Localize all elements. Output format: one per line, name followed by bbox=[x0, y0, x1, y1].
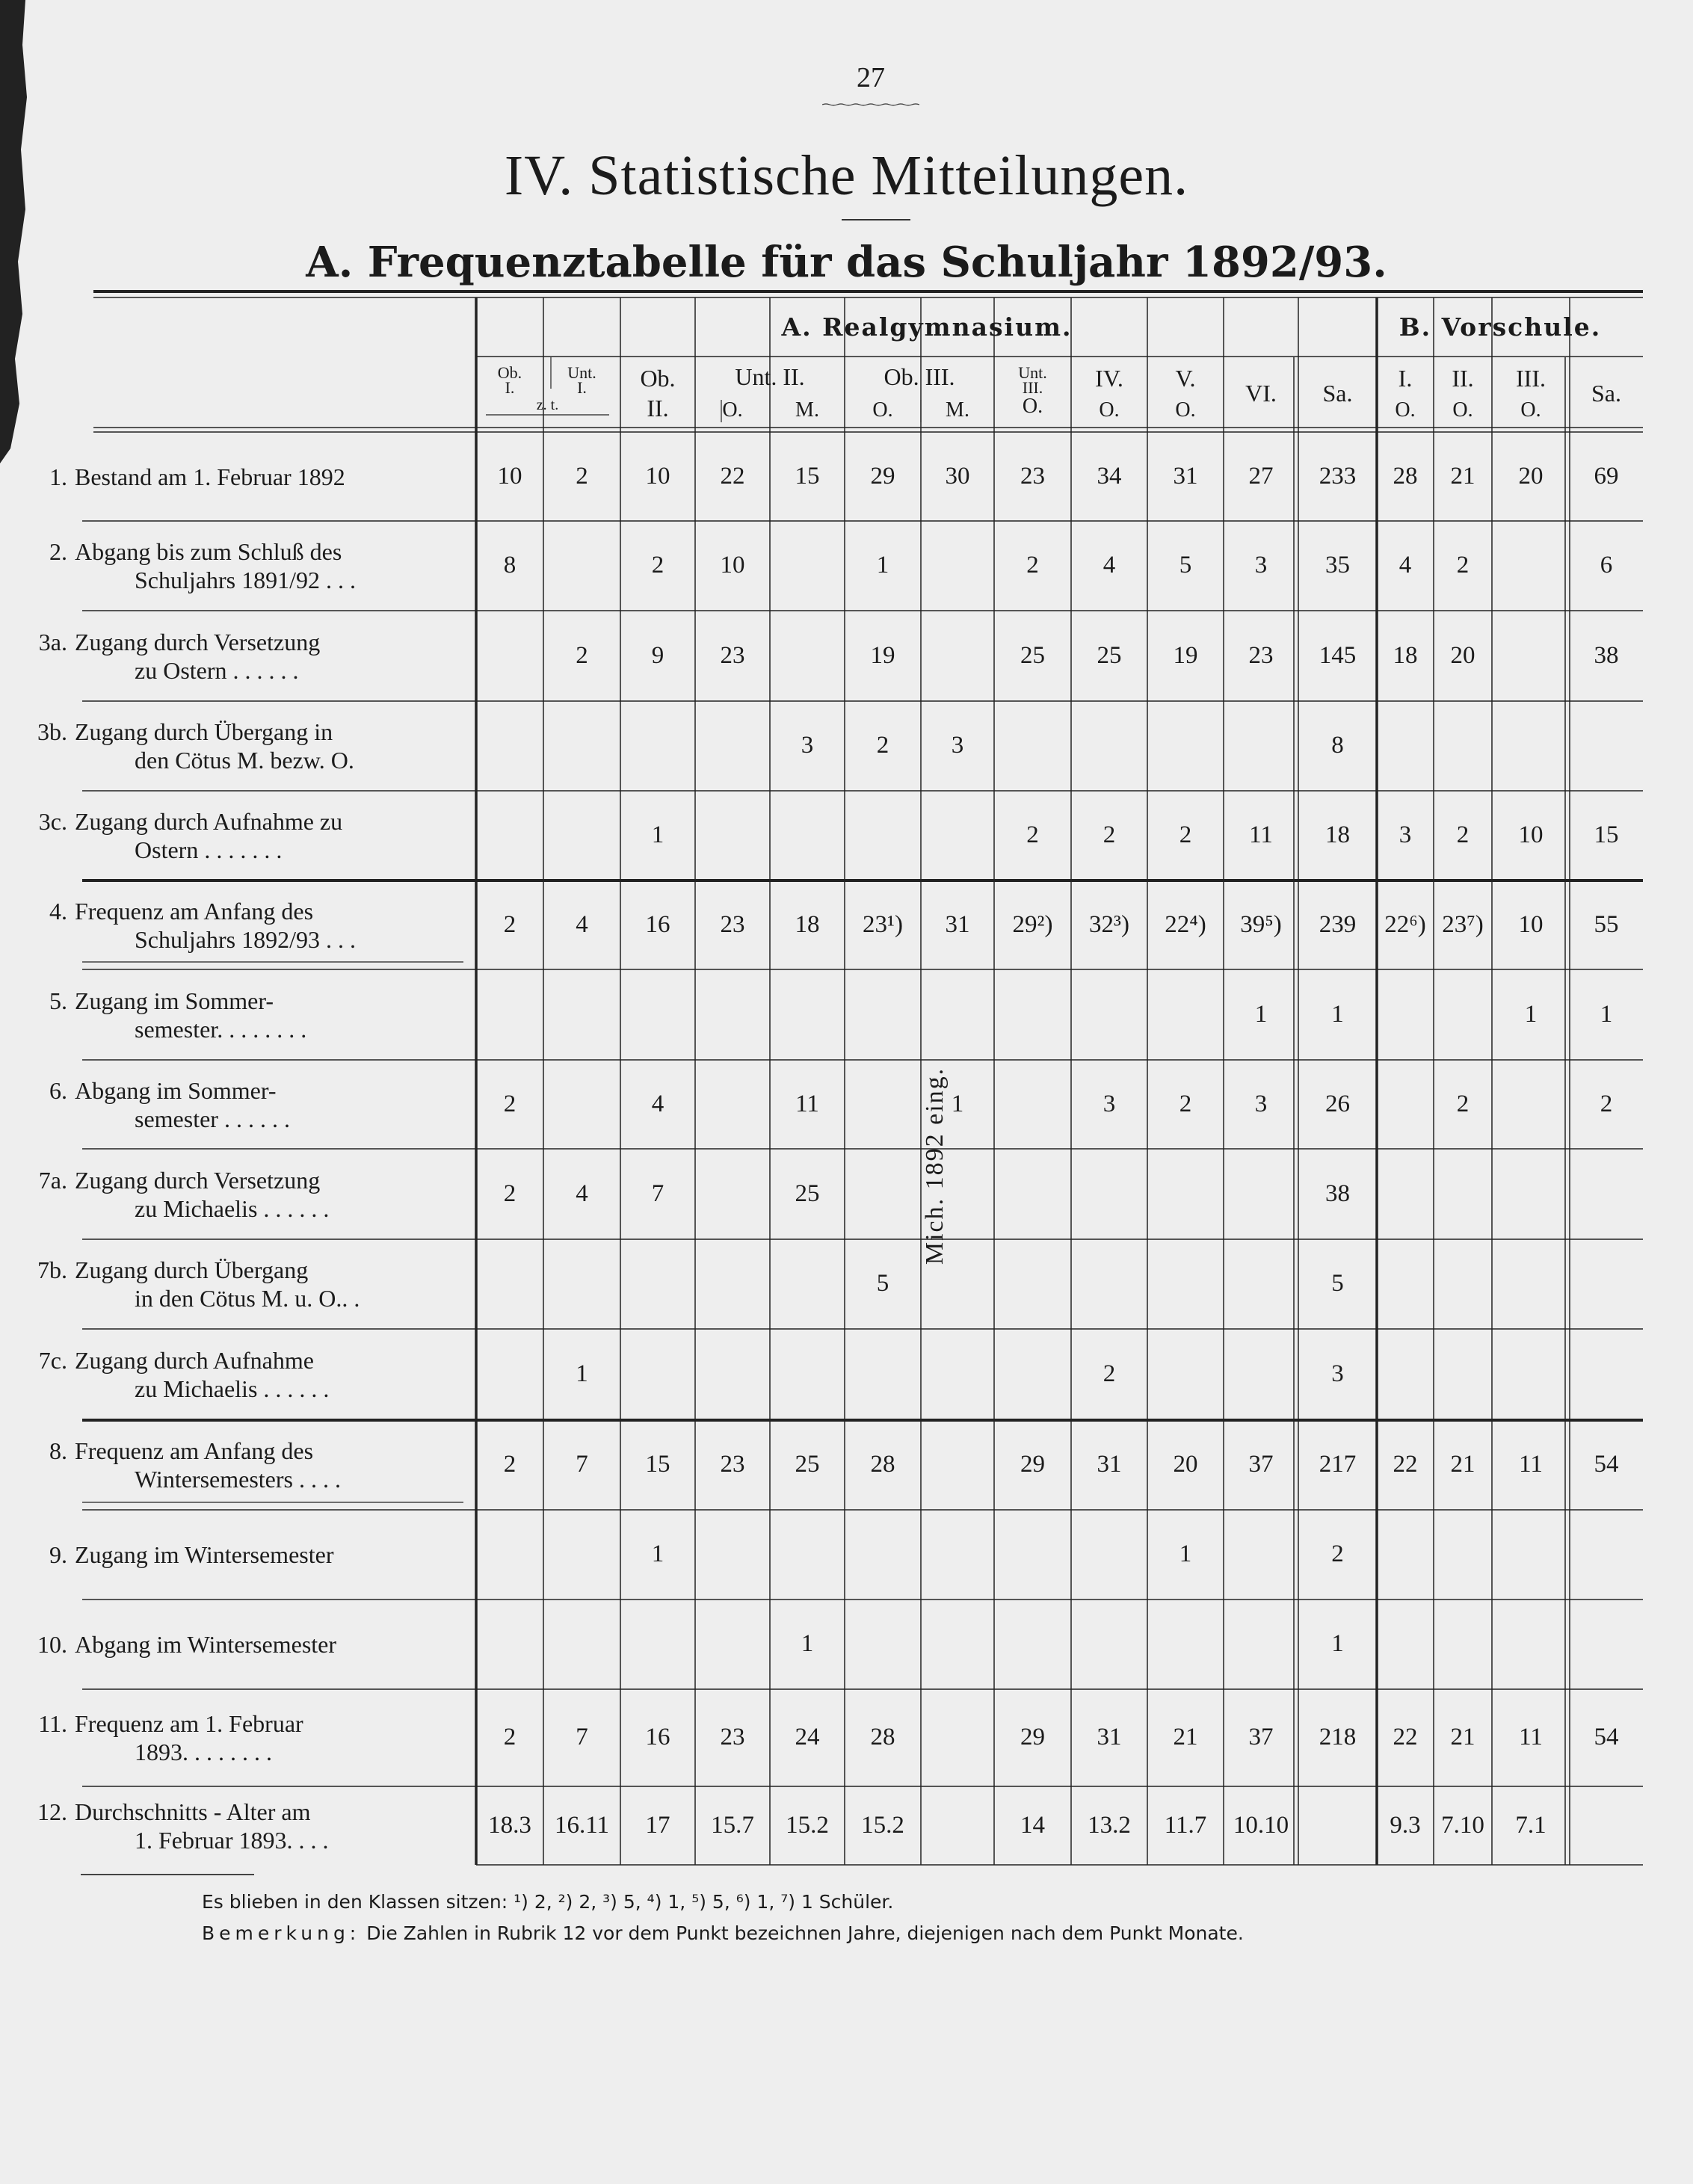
table-cell: 4 bbox=[1399, 552, 1412, 579]
row-label-line: Schuljahrs 1891/92 . . . bbox=[135, 567, 356, 593]
table-cell: 24 bbox=[795, 1724, 820, 1750]
table-cell: 35 bbox=[1325, 552, 1350, 579]
table-cell: 10 bbox=[497, 462, 522, 490]
table-cell: 3 bbox=[1331, 1360, 1344, 1387]
table-cell: 30 bbox=[945, 462, 970, 490]
span-header-zt: z. t. bbox=[536, 397, 559, 413]
row-label-line: Frequenz am 1. Februar bbox=[75, 1710, 303, 1737]
row-number: 4. bbox=[49, 897, 67, 925]
table-cell: 5 bbox=[876, 1270, 889, 1297]
table-cell: 23 bbox=[720, 910, 745, 938]
table-cell: 4 bbox=[576, 1179, 588, 1207]
table-cell: 11 bbox=[1519, 1724, 1543, 1750]
column-header-mid: I. bbox=[505, 378, 515, 397]
table-cell: 37 bbox=[1248, 1451, 1274, 1478]
row-label-line: Zugang durch Übergang in bbox=[75, 718, 333, 745]
row-label-line: Zugang durch Übergang bbox=[75, 1256, 309, 1283]
column-header-top: Sa. bbox=[1322, 380, 1353, 407]
table-cell: 23 bbox=[720, 1724, 745, 1750]
table-cell: 54 bbox=[1594, 1451, 1619, 1478]
table-cell: 1 bbox=[876, 552, 889, 579]
table-cell: 11 bbox=[1519, 1451, 1543, 1478]
table-cell: 16 bbox=[645, 1724, 670, 1750]
table-cell: 13.2 bbox=[1088, 1811, 1131, 1839]
table-cell: 2 bbox=[1456, 1090, 1470, 1117]
row-label-line: Frequenz am Anfang des bbox=[75, 897, 314, 925]
row-number: 3b. bbox=[37, 718, 67, 745]
table-cell: 21 bbox=[1450, 1724, 1475, 1750]
table-cell: 19 bbox=[870, 641, 895, 669]
table-cell: 38 bbox=[1325, 1179, 1350, 1207]
table-cell: 3 bbox=[1399, 821, 1412, 848]
column-header-top: Ob. bbox=[640, 365, 676, 392]
table-cell: 218 bbox=[1319, 1724, 1357, 1750]
column-header-bot: O. bbox=[1175, 398, 1196, 422]
row-label bbox=[37, 1798, 456, 1854]
table-cell: 4 bbox=[1103, 552, 1116, 579]
table-cell: 23 bbox=[720, 641, 745, 669]
row-number: 3c. bbox=[38, 808, 67, 835]
column-header-bot: M. bbox=[946, 398, 969, 422]
row-label-line: Frequenz am Anfang des bbox=[75, 1437, 314, 1464]
span-header-unt2: Unt. II. bbox=[735, 363, 805, 390]
row-label-line: Zugang im Sommer- bbox=[75, 987, 274, 1014]
column-header-mid: III. bbox=[1022, 378, 1043, 397]
table-cell: 38 bbox=[1594, 641, 1619, 669]
table-cell: 15.2 bbox=[861, 1811, 904, 1839]
table-cell: 55 bbox=[1594, 910, 1619, 938]
table-cell: 16.11 bbox=[554, 1811, 610, 1839]
table-cell: 15.7 bbox=[711, 1811, 754, 1839]
row-label bbox=[49, 897, 456, 954]
table-cell: 29 bbox=[1020, 1724, 1045, 1750]
table-cell: 2 bbox=[503, 1451, 516, 1478]
table-cell: 2 bbox=[576, 641, 588, 669]
table-cell: 18 bbox=[1393, 641, 1418, 669]
column-header-mid: II. bbox=[647, 395, 669, 422]
row-label bbox=[49, 987, 456, 1043]
table-cell: 14 bbox=[1020, 1811, 1045, 1839]
row-number: 1. bbox=[49, 463, 67, 490]
table-cell: 1 bbox=[1331, 1630, 1344, 1657]
column-header-bot: O. bbox=[1395, 398, 1416, 422]
table-cell: 22 bbox=[720, 462, 745, 490]
row-label-line: 1. Februar 1893. . . . bbox=[135, 1826, 329, 1854]
table-cell: 15 bbox=[795, 462, 820, 490]
row-label-line: Zugang durch Versetzung bbox=[75, 1166, 321, 1194]
table-cell: 10 bbox=[1518, 821, 1544, 848]
row-label bbox=[38, 1166, 456, 1223]
row-label bbox=[37, 1630, 456, 1659]
table-cell: 31 bbox=[1097, 1451, 1122, 1478]
table-cell: 2 bbox=[503, 1724, 516, 1750]
table-cell: 2 bbox=[503, 910, 516, 938]
row-number: 10. bbox=[37, 1631, 67, 1658]
table-cell: 37 bbox=[1248, 1724, 1274, 1750]
row-label-line: in den Cötus M. u. O.. . bbox=[135, 1285, 360, 1312]
table-cell: 16 bbox=[645, 910, 670, 938]
table-cell: 1 bbox=[651, 1540, 664, 1567]
table-cell: 145 bbox=[1319, 641, 1357, 669]
table-cell: 4 bbox=[651, 1090, 664, 1117]
table-cell: 29 bbox=[1020, 1451, 1045, 1478]
table-cell: 10 bbox=[645, 462, 670, 490]
row-label bbox=[38, 628, 456, 685]
table-cell: 1 bbox=[576, 1360, 588, 1387]
table-cell: 31 bbox=[1173, 462, 1198, 490]
row-label bbox=[37, 718, 456, 774]
table-cell: 1 bbox=[651, 821, 664, 848]
table-cell: 29²) bbox=[1012, 910, 1053, 938]
row-label bbox=[37, 1256, 456, 1312]
row-number: 8. bbox=[49, 1437, 67, 1464]
row-label bbox=[49, 1540, 456, 1569]
table-cell: 7 bbox=[651, 1179, 664, 1207]
row-label-line: Schuljahrs 1892/93 . . . bbox=[135, 925, 356, 953]
table-cell: 20 bbox=[1450, 641, 1475, 669]
table-cell: 22 bbox=[1393, 1724, 1418, 1750]
table-cell: 2 bbox=[651, 552, 664, 579]
table-cell: 2 bbox=[1456, 552, 1470, 579]
row-label-line: Zugang im Wintersemester bbox=[75, 1541, 334, 1568]
row-number: 12. bbox=[37, 1798, 67, 1825]
column-header-top: I. bbox=[1398, 365, 1413, 392]
table-cell: 1 bbox=[801, 1630, 814, 1657]
table-cell: 2 bbox=[503, 1090, 516, 1117]
table-cell: 7 bbox=[576, 1451, 588, 1478]
row-label-line: Abgang im Sommer- bbox=[75, 1076, 277, 1104]
column-header-bot: O. bbox=[722, 398, 743, 422]
row-number: 11. bbox=[38, 1710, 67, 1737]
vertical-note: Mich. 1892 eing. bbox=[921, 1067, 949, 1265]
table-cell: 9.3 bbox=[1390, 1811, 1421, 1839]
table-cell: 15 bbox=[645, 1451, 670, 1478]
table-cell: 2 bbox=[1179, 821, 1192, 848]
table-cell: 23¹) bbox=[863, 910, 903, 938]
table-cell: 25 bbox=[795, 1451, 820, 1478]
table-cell: 28 bbox=[870, 1451, 895, 1478]
remark-label: Bemerkung: bbox=[202, 1922, 361, 1944]
table-cell: 2 bbox=[1103, 821, 1116, 848]
row-label-line: 1893. . . . . . . . bbox=[135, 1739, 272, 1765]
table-cell: 3 bbox=[1254, 1090, 1268, 1117]
table-cell: 19 bbox=[1173, 641, 1198, 669]
row-label bbox=[49, 537, 456, 594]
table-cell: 25 bbox=[1020, 641, 1045, 669]
column-header-bot: O. bbox=[1022, 395, 1043, 418]
table-cell: 21 bbox=[1450, 462, 1475, 490]
column-header-top: II. bbox=[1452, 365, 1474, 392]
table-cell: 29 bbox=[870, 462, 895, 490]
table-cell: 10 bbox=[720, 552, 745, 579]
table-cell: 8 bbox=[1331, 732, 1344, 759]
table-cell: 4 bbox=[576, 910, 588, 938]
row-label-line: semester . . . . . . bbox=[135, 1105, 290, 1132]
row-label bbox=[49, 1076, 456, 1133]
table-cell: 25 bbox=[1097, 641, 1122, 669]
remark bbox=[202, 1922, 1244, 1944]
table-cell: 11 bbox=[795, 1090, 819, 1117]
table-cell: 26 bbox=[1325, 1090, 1350, 1117]
table-cell: 7 bbox=[576, 1724, 588, 1750]
table-cell: 18 bbox=[1325, 821, 1350, 848]
table-cell: 6 bbox=[1600, 552, 1613, 579]
table-cell: 54 bbox=[1594, 1724, 1619, 1750]
table-cell: 69 bbox=[1594, 462, 1619, 490]
table-cell: 21 bbox=[1173, 1724, 1198, 1750]
row-label bbox=[38, 807, 456, 864]
table-cell: 9 bbox=[651, 641, 664, 669]
row-label-line: Wintersemesters . . . . bbox=[135, 1466, 341, 1493]
table-cell: 1 bbox=[1524, 1000, 1538, 1028]
table-cell: 1 bbox=[1254, 1000, 1268, 1028]
table-cell: 28 bbox=[1393, 462, 1418, 490]
row-label-line: Ostern . . . . . . . bbox=[135, 836, 283, 863]
table-cell: 3 bbox=[951, 732, 964, 759]
table-cell: 7.10 bbox=[1441, 1811, 1484, 1839]
row-label-line: zu Michaelis . . . . . . bbox=[135, 1375, 330, 1402]
table-cell: 2 bbox=[1103, 1360, 1116, 1387]
table-cell: 1 bbox=[1331, 1000, 1344, 1028]
table-cell: 31 bbox=[1097, 1724, 1122, 1750]
row-label-line: Abgang bis zum Schluß des bbox=[75, 538, 342, 565]
table-cell: 1 bbox=[951, 1090, 964, 1117]
table-cell: 22 bbox=[1393, 1451, 1418, 1478]
column-header-bot: O. bbox=[1452, 398, 1473, 422]
column-header-top: Sa. bbox=[1591, 380, 1621, 407]
row-number: 5. bbox=[49, 987, 67, 1014]
table-cell: 8 bbox=[503, 552, 516, 579]
table-cell: 11.7 bbox=[1164, 1811, 1207, 1839]
table-cell: 23⁷) bbox=[1442, 910, 1484, 938]
row-label-line: Zugang durch Aufnahme bbox=[75, 1347, 314, 1374]
table-cell: 20 bbox=[1518, 462, 1544, 490]
row-label-line: Bestand am 1. Februar 1892 bbox=[75, 463, 345, 490]
row-label-line: semester. . . . . . . . bbox=[135, 1015, 307, 1043]
row-label-line: zu Ostern . . . . . . bbox=[135, 656, 299, 684]
column-header-top: Unt. bbox=[1018, 363, 1047, 382]
page-title: IV. Statistische Mitteilungen. bbox=[504, 144, 1189, 207]
table-cell: 11 bbox=[1249, 821, 1273, 848]
table-cell: 39⁵) bbox=[1240, 910, 1282, 938]
table-cell: 217 bbox=[1319, 1451, 1357, 1478]
row-label-line: Zugang durch Aufnahme zu bbox=[75, 808, 343, 835]
row-label-line: Zugang durch Versetzung bbox=[75, 628, 321, 655]
row-label-line: Abgang im Wintersemester bbox=[75, 1631, 337, 1658]
table-cell: 20 bbox=[1173, 1451, 1198, 1478]
table-cell: 10 bbox=[1518, 910, 1544, 938]
table-cell: 239 bbox=[1319, 910, 1357, 938]
table-cell: 21 bbox=[1450, 1451, 1475, 1478]
column-header-top: Ob. bbox=[497, 363, 522, 382]
table-cell: 22⁴) bbox=[1165, 910, 1206, 938]
column-header-top: Unt. bbox=[567, 363, 596, 382]
column-header-top: IV. bbox=[1095, 365, 1123, 392]
table-cell: 18.3 bbox=[488, 1811, 531, 1839]
table-cell: 2 bbox=[503, 1179, 516, 1207]
row-number: 7a. bbox=[38, 1166, 67, 1194]
table-cell: 3 bbox=[1254, 552, 1268, 579]
row-number: 2. bbox=[49, 538, 67, 565]
table-cell: 15 bbox=[1594, 821, 1619, 848]
row-number: 6. bbox=[49, 1076, 67, 1104]
table-cell: 1 bbox=[1179, 1540, 1192, 1567]
row-number: 9. bbox=[49, 1541, 67, 1568]
remark-text: Die Zahlen in Rubrik 12 vor dem Punkt bezeichnen Jahre, diejenigen nach dem Punkt Monate. bbox=[366, 1922, 1244, 1944]
column-header-bot: O. bbox=[872, 398, 893, 422]
table-cell: 25 bbox=[795, 1179, 820, 1207]
footnote-divider bbox=[81, 1874, 254, 1875]
table-cell: 23 bbox=[1020, 462, 1045, 490]
page-number: 27 bbox=[857, 62, 885, 93]
group-header-vorschule: B. Vorschule. bbox=[1399, 312, 1602, 342]
row-label-line: Durchschnitts - Alter am bbox=[75, 1798, 311, 1825]
table-cell: 2 bbox=[1026, 821, 1039, 848]
table-cell: 7.1 bbox=[1515, 1811, 1546, 1839]
table-cell: 1 bbox=[1600, 1000, 1613, 1028]
row-label bbox=[49, 1437, 456, 1493]
table-cell: 2 bbox=[1600, 1090, 1613, 1117]
column-header-mid: I. bbox=[577, 378, 587, 397]
row-label-line: zu Michaelis . . . . . . bbox=[135, 1194, 330, 1222]
table-cell: 23 bbox=[720, 1451, 745, 1478]
table-cell: 32³) bbox=[1089, 910, 1129, 938]
table-cell: 22⁶) bbox=[1384, 910, 1426, 938]
table-cell: 31 bbox=[945, 910, 970, 938]
column-header-bot: O. bbox=[1520, 398, 1541, 422]
column-header-top: VI. bbox=[1245, 380, 1277, 407]
row-number: 3a. bbox=[38, 628, 67, 655]
table-cell: 2 bbox=[1331, 1540, 1344, 1567]
table-cell: 10.10 bbox=[1233, 1811, 1289, 1839]
table-cell: 34 bbox=[1097, 462, 1122, 490]
footnote: Es blieben in den Klassen sitzen: ¹) 2, ²) 2, ³) 5, ⁴) 1, ⁵) 5, ⁶) 1, ⁷) 1 Schüler. bbox=[202, 1891, 894, 1913]
span-header-ob3: Ob. III. bbox=[883, 363, 955, 390]
row-label bbox=[38, 1709, 456, 1766]
table-cell: 28 bbox=[870, 1724, 895, 1750]
table-cell: 2 bbox=[1026, 552, 1039, 579]
row-number: 7b. bbox=[37, 1256, 67, 1283]
column-header-bot: M. bbox=[795, 398, 819, 422]
table-cell: 233 bbox=[1319, 462, 1357, 490]
row-number: 7c. bbox=[38, 1347, 67, 1374]
table-cell: 2 bbox=[1179, 1090, 1192, 1117]
column-header-top: III. bbox=[1516, 365, 1546, 392]
table-cell: 2 bbox=[576, 462, 588, 490]
row-label bbox=[38, 1346, 456, 1403]
table-cell: 2 bbox=[876, 732, 889, 759]
table-cell: 5 bbox=[1331, 1270, 1344, 1297]
table-cell: 23 bbox=[1248, 641, 1274, 669]
group-header-realgymnasium: A. Realgymnasium. bbox=[781, 312, 1073, 342]
table-cell: 3 bbox=[801, 732, 814, 759]
row-label-line: den Cötus M. bezw. O. bbox=[135, 747, 354, 774]
column-header-top: V. bbox=[1175, 365, 1196, 392]
table-cell: 2 bbox=[1456, 821, 1470, 848]
column-header-bot: O. bbox=[1099, 398, 1120, 422]
table-title: A. Frequenztabelle für das Schuljahr 1892/93. bbox=[306, 238, 1387, 287]
table-cell: 27 bbox=[1248, 462, 1274, 490]
table-cell: 5 bbox=[1179, 552, 1192, 579]
table-cell: 3 bbox=[1103, 1090, 1116, 1117]
table-cell: 15.2 bbox=[786, 1811, 829, 1839]
table-cell: 17 bbox=[645, 1811, 670, 1839]
row-label bbox=[49, 463, 456, 491]
table-cell: 18 bbox=[795, 910, 820, 938]
